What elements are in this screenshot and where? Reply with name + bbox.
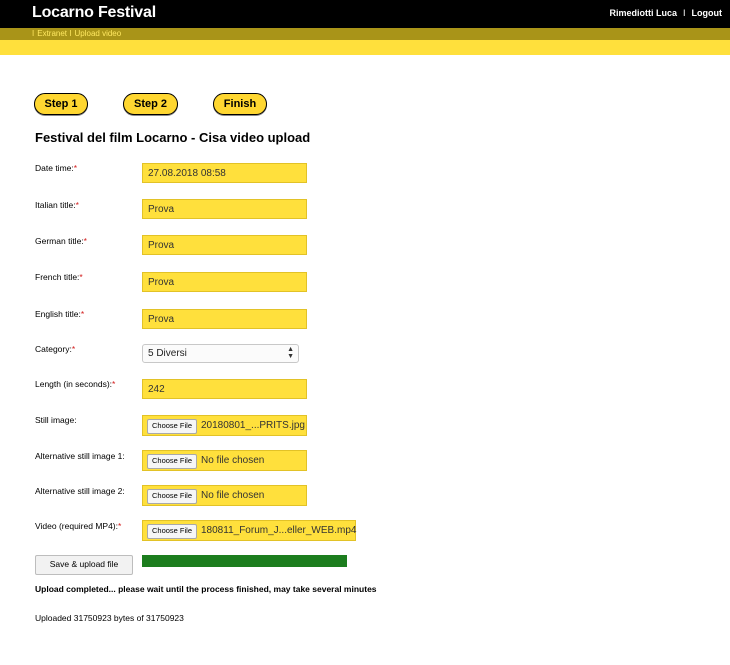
upload-completed-message: Upload completed... please wait until the process finished, may take several minutes xyxy=(35,584,377,594)
still-image-file-input[interactable] xyxy=(142,415,307,436)
english-title-label: English title:* xyxy=(35,309,85,319)
video-choose-file-button[interactable]: Choose File xyxy=(147,524,197,539)
german-title-input[interactable]: Prova xyxy=(142,235,307,255)
alt-still-image-2-choose-file-button[interactable]: Choose File xyxy=(147,489,197,504)
still-image-label: Still image: xyxy=(35,415,77,425)
required-mark: * xyxy=(75,200,79,210)
save-upload-button[interactable]: Save & upload file xyxy=(35,555,133,575)
video-file-input[interactable] xyxy=(142,520,356,541)
logout-link[interactable]: Logout xyxy=(691,8,722,18)
alt-still-image-2-file-input[interactable] xyxy=(142,485,307,506)
required-mark: * xyxy=(79,272,83,282)
user-separator: I xyxy=(682,8,686,18)
logo: Locarno Festival xyxy=(32,4,156,21)
alt-still-image-1-file-name: No file chosen xyxy=(201,455,265,466)
breadcrumb-item-extranet[interactable]: Extranet xyxy=(37,29,68,38)
upload-progress-fill xyxy=(142,555,347,567)
english-title-input[interactable]: Prova xyxy=(142,309,307,329)
alt-still-image-1-choose-file-button[interactable]: Choose File xyxy=(147,454,197,469)
yellow-band xyxy=(0,40,730,55)
italian-title-label: Italian title:* xyxy=(35,200,79,210)
german-title-label: German title:* xyxy=(35,236,87,246)
still-image-file-name: 20180801_...PRITS.jpg xyxy=(201,420,305,431)
step-1-button[interactable]: Step 1 xyxy=(34,93,88,115)
user-links xyxy=(609,8,722,18)
top-bar xyxy=(0,0,730,28)
user-name-link[interactable]: Rimediotti Luca xyxy=(609,8,677,18)
french-title-input[interactable]: Prova xyxy=(142,272,307,292)
category-selected-value: 5 Diversi xyxy=(148,348,187,359)
breadcrumb-separator: I xyxy=(32,29,35,38)
category-label: Category:* xyxy=(35,344,76,354)
alt-still-image-2-label: Alternative still image 2: xyxy=(35,486,125,496)
breadcrumb-item-upload-video[interactable]: Upload video xyxy=(74,29,122,38)
finish-step-button[interactable]: Finish xyxy=(213,93,267,115)
step-2-button[interactable]: Step 2 xyxy=(123,93,178,115)
alt-still-image-1-label: Alternative still image 1: xyxy=(35,451,125,461)
video-file-name: 180811_Forum_J...eller_WEB.mp4 xyxy=(201,525,357,536)
still-image-choose-file-button[interactable]: Choose File xyxy=(147,419,197,434)
required-mark: * xyxy=(73,163,78,173)
required-mark: * xyxy=(83,236,87,246)
length-label: Length (in seconds):* xyxy=(35,379,116,389)
required-mark: * xyxy=(112,379,116,389)
required-mark: * xyxy=(80,309,85,319)
french-title-label: French title:* xyxy=(35,272,83,282)
required-mark: * xyxy=(71,344,76,354)
breadcrumb xyxy=(32,29,121,38)
date-time-input[interactable]: 27.08.2018 08:58 xyxy=(142,163,307,183)
alt-still-image-2-file-name: No file chosen xyxy=(201,490,265,501)
upload-status-text: Uploaded 31750923 bytes of 31750923 xyxy=(35,613,184,623)
breadcrumb-separator: I xyxy=(69,29,72,38)
length-input[interactable]: 242 xyxy=(142,379,307,399)
alt-still-image-1-file-input[interactable] xyxy=(142,450,307,471)
category-select[interactable] xyxy=(142,344,299,363)
required-mark: * xyxy=(118,521,122,531)
page-title: Festival del film Locarno - Cisa video upload xyxy=(35,130,311,145)
italian-title-input[interactable]: Prova xyxy=(142,199,307,219)
select-arrows-icon: ▲ ▼ xyxy=(287,346,294,360)
date-time-label: Date time:* xyxy=(35,163,78,173)
upload-progress-bar xyxy=(142,555,347,567)
video-label: Video (required MP4):* xyxy=(35,521,122,531)
